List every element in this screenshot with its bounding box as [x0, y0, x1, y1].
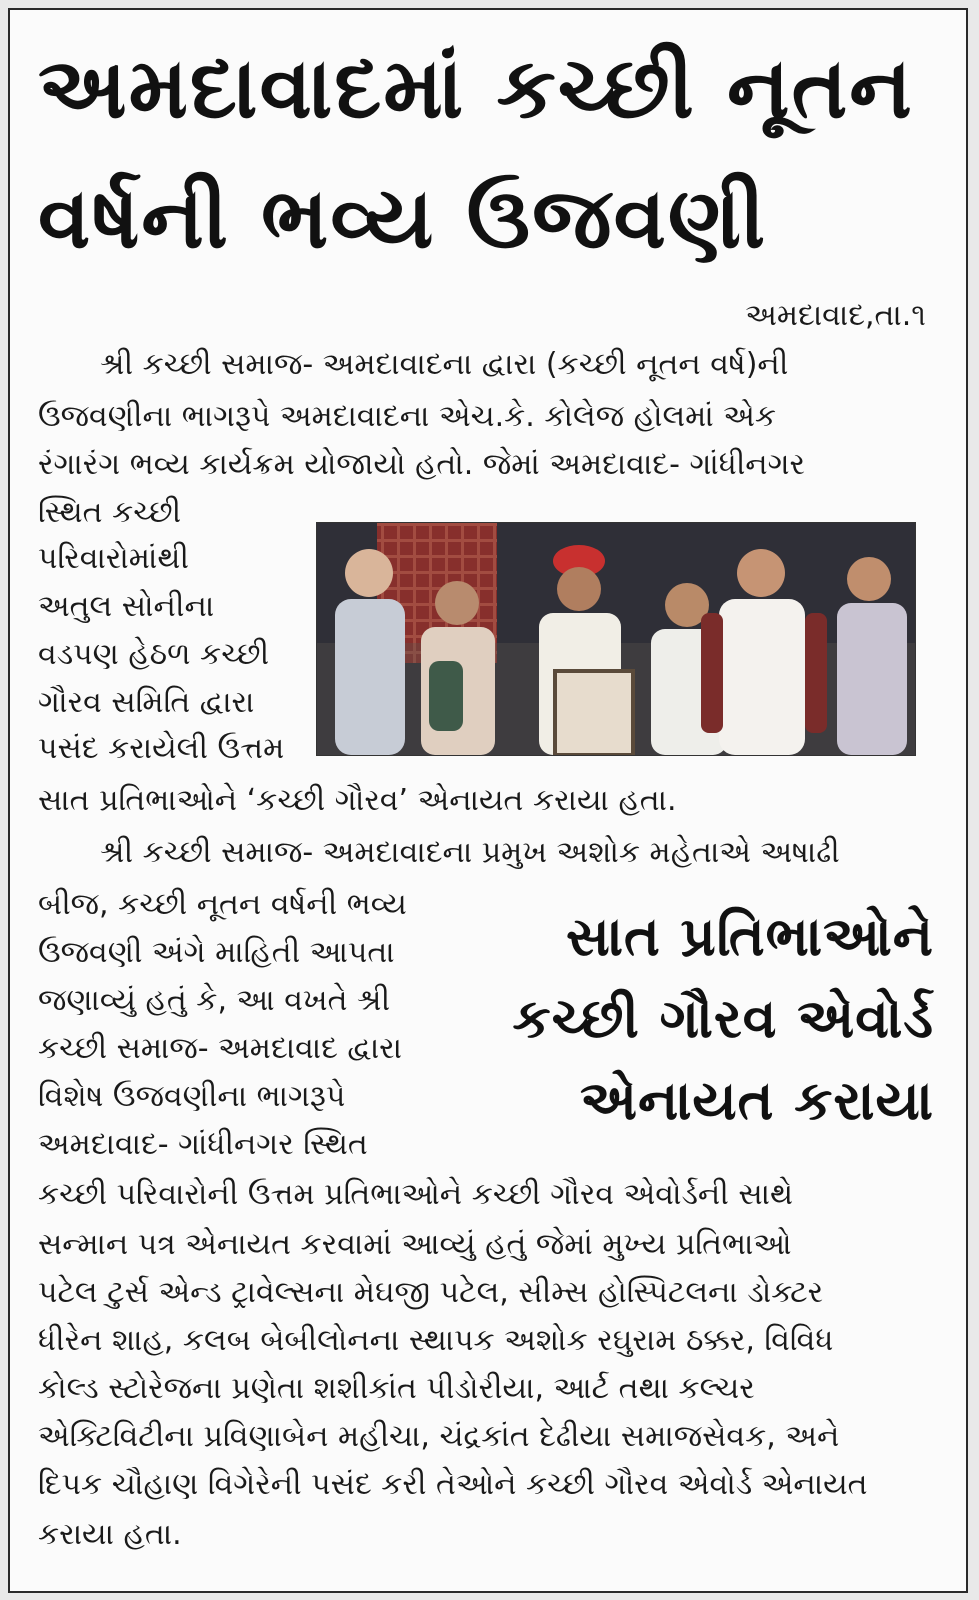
subheadline-line-2: કચ્છી ગૌરવ એવોર્ડ — [512, 987, 934, 1050]
body-line: એક્ટિવિટીના પ્રવિણાબેન મહીચા, ચંદ્રકાંત દેઢીયા સમાજસેવક, અને — [38, 1419, 840, 1454]
body-line: ધીરેન શાહ, કલબ બેબીલોનના સ્થાપક અશોક રઘુરામ ઠક્કર, વિવિધ — [38, 1323, 834, 1358]
body-line: વિશેષ ઉજવણીના ભાગરૂપે — [38, 1079, 346, 1114]
body-line: પરિવારોમાંથી — [38, 541, 189, 576]
subheadline-line-3: એનાયત કરાયા — [580, 1069, 934, 1132]
body-line: સ્થિત કચ્છી — [38, 495, 182, 530]
body-line: જણાવ્યું હતું કે, આ વખતે શ્રી — [38, 983, 391, 1018]
body-line: શ્રી કચ્છી સમાજ- અમદાવાદના દ્વારા (કચ્છી નૂતન વર્ષ)ની — [100, 347, 789, 382]
photo-illustration-icon — [317, 523, 915, 755]
body-line: અતુલ સોનીના — [38, 589, 215, 624]
body-line: પટેલ ટુર્સ એન્ડ ટ્રાવેલ્સના મેઘજી પટેલ, સીમ્સ હોસ્પિટલના ડોક્ટર — [38, 1275, 824, 1310]
body-line: સાત પ્રતિભાઓને ‘કચ્છી ગૌરવ’ એનાયત કરાયા હતા. — [38, 783, 677, 818]
body-line: વડપણ હેઠળ કચ્છી — [38, 637, 270, 672]
dateline: અમદાવાદ,તા.૧ — [745, 298, 926, 333]
body-line: દિપક ચૌહાણ વિગેરેની પસંદ કરી તેઓને કચ્છી ગૌરવ એવોર્ડ એનાયત — [38, 1467, 868, 1502]
body-line: કચ્છી સમાજ- અમદાવાદ દ્વારા — [38, 1031, 403, 1066]
newspaper-clipping — [8, 8, 968, 1593]
body-line: ઉજવણી અંગે માહિતી આપતા — [38, 935, 395, 970]
body-line: કચ્છી પરિવારોની ઉત્તમ પ્રતિભાઓને કચ્છી ગૌરવ એવોર્ડની સાથે — [38, 1177, 794, 1212]
body-line: શ્રી કચ્છી સમાજ- અમદાવાદના પ્રમુખ અશોક મહેતાએ અષાઢી — [100, 835, 840, 870]
headline-line-2: વર્ષની ભવ્ય ઉજવણી — [38, 169, 768, 267]
body-line: ઉજવણીના ભાગરૂપે અમદાવાદના એચ.કે. કોલેજ હોલમાં એક — [38, 399, 777, 434]
body-line: સન્માન પત્ર એનાયત કરવામાં આવ્યું હતું જેમાં મુખ્ય પ્રતિભાઓ — [38, 1227, 792, 1262]
body-line: રંગારંગ ભવ્ય કાર્યક્રમ યોજાયો હતો. જેમાં અમદાવાદ- ગાંધીનગર — [38, 447, 806, 482]
award-ceremony-photo — [316, 522, 916, 756]
body-line: અમદાવાદ- ગાંધીનગર સ્થિત — [38, 1127, 368, 1162]
body-line: ગૌરવ સમિતિ દ્વારા — [38, 685, 255, 720]
body-line: બીજ, કચ્છી નૂતન વર્ષની ભવ્ય — [38, 887, 407, 922]
subheadline-line-1: સાત પ્રતિભાઓને — [566, 905, 934, 968]
body-line: કોલ્ડ સ્ટોરેજના પ્રણેતા શશીકાંત પીડોરીયા, આર્ટ તથા કલ્ચર — [38, 1371, 755, 1406]
body-line: કરાયા હતા. — [38, 1517, 182, 1552]
headline-line-1: અમદાવાદમાં કચ્છી નૂતન — [38, 39, 914, 137]
body-line: પસંદ કરાયેલી ઉત્તમ — [38, 731, 285, 766]
